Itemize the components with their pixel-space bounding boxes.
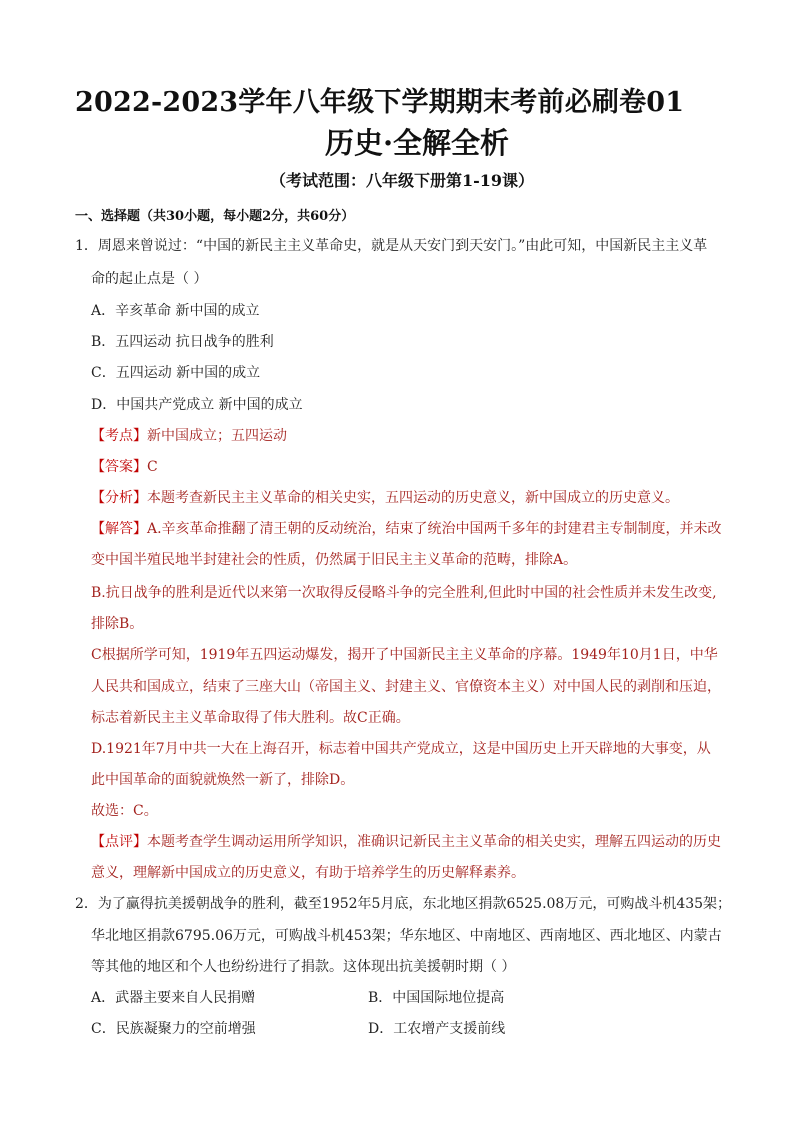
q1-jieda-line9: 此中国革命的面貌就焕然一新了，排除D。 [91, 772, 355, 788]
q1-option-c: C．五四运动 新中国的成立 [91, 365, 261, 381]
jieda-tag: 【解答】 [91, 521, 147, 537]
kaodian-tag: 【考点】 [91, 428, 147, 444]
q2-option-b: B．中国国际地位提高 [368, 990, 505, 1006]
subtitle-text: 历史·全解全析 [324, 126, 510, 160]
kaodian-text: 新中国成立；五四运动 [147, 428, 287, 444]
q1-jieda-line2: 变中国半殖民地半封建社会的性质，仍然属于旧民主主义革命的范畴，排除A。 [91, 552, 578, 568]
answer-text: C [147, 459, 158, 475]
q2-option-d: D．工农增产支援前线 [368, 1021, 506, 1037]
q2-stem-line3: 等其他的地区和个人也纷纷进行了捐款。这体现出抗美援朝时期（ ） [91, 959, 516, 975]
q1-jieda-line1 [91, 519, 722, 539]
section-heading: 一、选择题（共30小题，每小题2分，共60分） [75, 209, 355, 224]
q2-stem-line1: 2．为了赢得抗美援朝战争的胜利，截至1952年5月底，东北地区捐款6525.08万元，可购战斗机435架； [75, 896, 732, 912]
q1-jieda-line6: 人民共和国成立，结束了三座大山（帝国主义、封建主义、官僚资本主义）对中国人民的剥削和压迫， [91, 679, 721, 695]
q1-jieda-line8: D.1921年7月中共一大在上海召开，标志着中国共产党成立，这是中国历史上开天辟地的大事变，从 [91, 741, 711, 757]
answer-tag: 【答案】 [91, 459, 147, 475]
dianping-text: 本题考查学生调动运用所学知识，准确识记新民主主义革命的相关史实，理解五四运动的历史 [147, 834, 721, 850]
exam-scope [0, 168, 794, 191]
jieda-text: A.辛亥革命推翻了清王朝的反动统治，结束了统治中国两千多年的封建君主专制制度，并未改 [147, 521, 722, 537]
q2-option-a: A．武器主要来自人民捐赠 [91, 990, 256, 1006]
q1-kaodian [91, 426, 287, 446]
q1-jieda-line7: 标志着新民主主义革命取得了伟大胜利。故C正确。 [91, 710, 410, 726]
fenxi-text: 本题考查新民主主义革命的相关史实，五四运动的历史意义，新中国成立的历史意义。 [147, 490, 679, 506]
q1-stem-line1: 1．周恩来曾说过：“中国的新民主主义革命史，就是从天安门到天安门。”由此可知，中国新民主主义革 [75, 238, 708, 254]
scope-text: （考试范围：八年级下册第1-19课） [269, 171, 535, 190]
fenxi-tag: 【分析】 [91, 490, 147, 506]
q1-option-d: D．中国共产党成立 新中国的成立 [91, 397, 303, 413]
q1-stem-line2: 命的起止点是（ ） [91, 271, 208, 287]
q1-dianping-line2: 意义，理解新中国成立的历史意义，有助于培养学生的历史解释素养。 [91, 865, 525, 881]
q2-option-c: C．民族凝聚力的空前增强 [91, 1021, 256, 1037]
page-title: 2022-2023学年八年级下学期期末考前必刷卷01 [75, 87, 685, 118]
q1-jieda-line3: B.抗日战争的胜利是近代以来第一次取得反侵略斗争的完全胜利,但此时中国的社会性质并未发生改变, [91, 585, 717, 601]
q1-jieda-line10: 故选：C。 [91, 803, 158, 819]
dianping-tag: 【点评】 [91, 834, 147, 850]
q1-option-b: B．五四运动 抗日战争的胜利 [91, 334, 274, 350]
q1-jieda-line4: 排除B。 [91, 616, 144, 632]
q2-stem-line2: 华北地区捐款6795.06万元，可购战斗机453架；华东地区、中南地区、西南地区、西北地区、内蒙古 [91, 928, 722, 944]
q1-dianping-line1 [91, 832, 721, 852]
q1-jieda-line5: C根据所学可知，1919年五四运动爆发，揭开了中国新民主主义革命的序幕。1949年10月1日，中华 [91, 647, 718, 663]
q1-answer [91, 457, 158, 477]
page-subtitle [0, 121, 794, 162]
q1-option-a: A．辛亥革命 新中国的成立 [91, 303, 260, 319]
q1-fenxi [91, 488, 679, 508]
